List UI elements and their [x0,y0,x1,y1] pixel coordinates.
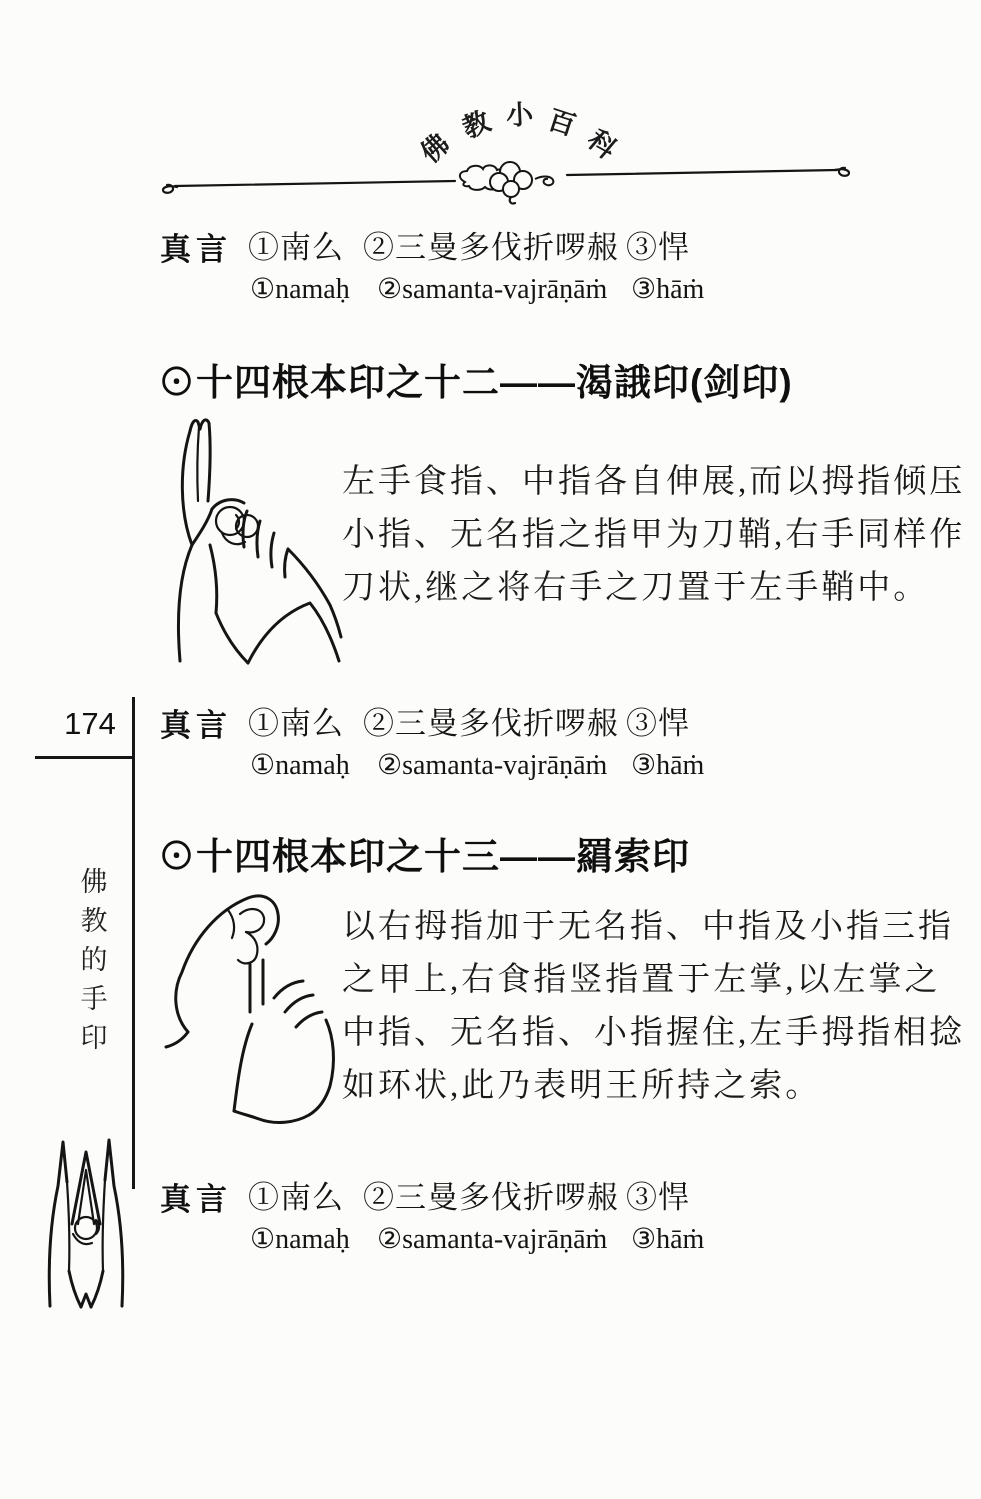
divider-ornament [155,158,855,208]
mantra-label: 真言 [160,1182,232,1217]
body-line: 如环状,此乃表明王所持之索。 [342,1068,822,1104]
mantra-roman-3: ③hāṁ [631,274,705,305]
body-line: 刀状,继之将右手之刀置于左手鞘中。 [342,570,930,606]
mantra-roman-3: ③hāṁ [631,750,705,781]
mantra-block-1 [160,222,860,317]
mantra-roman-1: ①namaḥ [250,274,350,305]
mudra-figure-joined-hands [36,1116,136,1311]
sidebar-title-char: 佛 [80,867,108,897]
mudra-figure-sword [152,413,347,663]
mantra-cn-1: ①南么 [248,706,344,741]
header-char: 佛 [415,128,456,169]
mantra-cn-2: ②三曼多伐折啰赧 [363,230,619,265]
mantra-cn-2: ②三曼多伐折啰赧 [363,706,619,741]
mantra-cn-3: ③悍 [626,1180,690,1215]
mantra-cn-2: ②三曼多伐折啰赧 [363,1180,619,1215]
section-heading-13: ⊙十四根本印之十三——羂索印 [158,836,690,877]
body-paragraph-13 [342,901,966,1113]
header-char: 百 [544,104,580,142]
header-char: 教 [458,105,495,144]
body-line: 以右拇指加于无名指、中指及小指三指 [342,909,954,945]
page-number-rule [35,756,134,759]
mantra-label: 真言 [160,708,232,743]
mantra-cn-1: ①南么 [248,1180,344,1215]
header-char: 小 [505,99,534,131]
mantra-block-2 [160,698,860,793]
body-paragraph-12 [342,456,966,615]
header-char: 科 [581,124,622,165]
sidebar-title-char: 手 [80,984,108,1014]
mantra-roman-2: ②samanta-vajrāṇāṁ [377,1224,608,1255]
cloud-motif [460,162,553,204]
mantra-roman-1: ①namaḥ [250,1224,350,1255]
sidebar-title-char: 教 [80,906,108,936]
mantra-roman-2: ②samanta-vajrāṇāṁ [377,750,608,781]
sidebar-title-char: 印 [80,1023,108,1053]
body-line: 之甲上,右食指竖指置于左掌,以左掌之 [342,962,941,998]
mantra-roman-3: ③hāṁ [631,1224,705,1255]
mantra-cn-3: ③悍 [626,230,690,265]
mantra-label: 真言 [160,232,232,267]
body-line: 小指、无名指之指甲为刀鞘,右手同样作 [342,517,966,553]
mantra-block-3 [160,1172,860,1267]
mudra-figure-lasso [162,880,352,1115]
mantra-cn-1: ①南么 [248,230,344,265]
mantra-cn-3: ③悍 [626,706,690,741]
page-number: 174 [64,706,116,741]
mantra-roman-2: ②samanta-vajrāṇāṁ [377,274,608,305]
section-heading-12: ⊙十四根本印之十二——渴誐印(剑印) [158,362,793,403]
body-line: 左手食指、中指各自伸展,而以拇指倾压 [342,464,966,500]
mantra-roman-1: ①namaḥ [250,750,350,781]
sidebar-title-char: 的 [80,945,108,975]
body-line: 中指、无名指、小指握住,左手拇指相捻 [342,1015,966,1051]
